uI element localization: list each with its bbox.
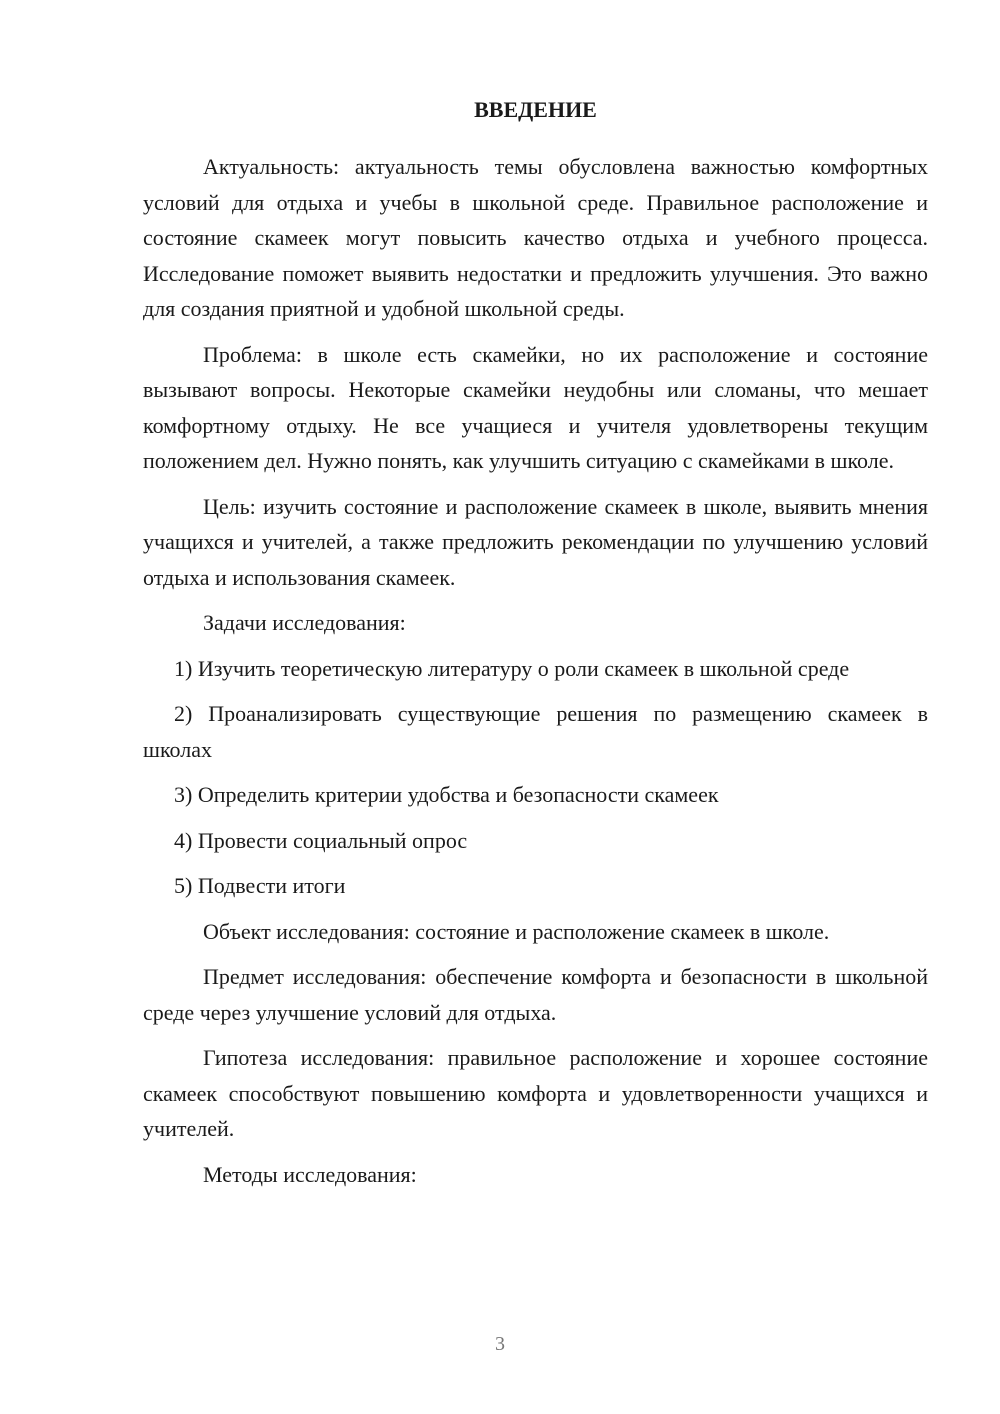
paragraph-relevance: Актуальность: актуальность темы обусловлена важностью комфортных условий для отдыха и учебы в школьной среде. Правильное расположение и состояние скамеек могут повысить качество отдыха и учебного процесса. Исследование поможет выявить недостатки и предложить улучшения. Это важно для создания приятной и удобной школьной среды. (143, 154, 928, 321)
list-item: 5) Подвести итоги (174, 873, 346, 898)
list-item: 3) Определить критерии удобства и безопасности скамеек (174, 782, 719, 807)
list-item: 4) Провести социальный опрос (174, 827, 468, 853)
list-item: 2) Проанализировать существующие решения по размещению скамеек в школах (143, 701, 928, 762)
tasks-list (143, 651, 928, 904)
document-page (143, 92, 928, 1202)
methods-heading: Методы исследования: (203, 1161, 417, 1187)
paragraph-problem: Проблема: в школе есть скамейки, но их расположение и состояние вызывают вопросы. Некоторые скамейки неудобны или сломаны, что мешает комфортному отдыху. Не все учащиеся и учителя удовлетворены текущим положением дел. Нужно понять, как улучшить ситуацию с скамейками в школе. (143, 341, 928, 473)
paragraph-object: Объект исследования: состояние и расположение скамеек в школе. (203, 918, 830, 944)
section-title: ВВЕДЕНИЕ (474, 97, 597, 122)
page-number: 3 (495, 1333, 505, 1355)
list-item: 1) Изучить теоретическую литературу о роли скамеек в школьной среде (174, 655, 850, 681)
paragraph-subject: Предмет исследования: обеспечение комфорта и безопасности в школьной среде через улучшение условий для отдыха. (143, 964, 928, 1025)
paragraph-hypothesis: Гипотеза исследования: правильное расположение и хорошее состояние скамеек способствуют повышению комфорта и удовлетворенности учащихся и учителей. (143, 1045, 928, 1141)
tasks-heading: Задачи исследования: (203, 610, 406, 635)
paragraph-goal: Цель: изучить состояние и расположение скамеек в школе, выявить мнения учащихся и учителей, а также предложить рекомендации по улучшению условий отдыха и использования скамеек. (143, 493, 928, 590)
